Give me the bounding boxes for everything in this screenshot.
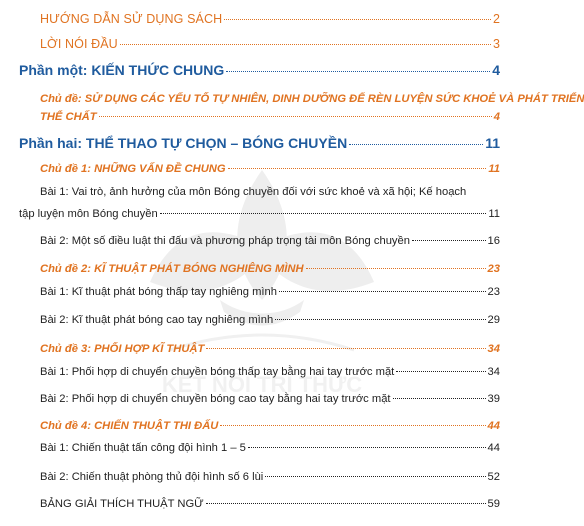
- svg-text:KẾT NỐI TRI THỨC: KẾT NỐI TRI THỨC: [161, 372, 363, 397]
- dot-leader: [393, 398, 486, 399]
- toc-lesson-t4-2[interactable]: [40, 471, 500, 483]
- dot-leader: [224, 19, 491, 20]
- toc-page-number: 59: [487, 498, 500, 510]
- toc-topic-4[interactable]: [40, 420, 500, 432]
- toc-page-number: 34: [487, 366, 500, 378]
- toc-entry-title: Bài 2: Phối hợp di chuyển chuyền bóng cao tay bằng hai tay trước mặt: [40, 393, 391, 405]
- toc-entry-guide[interactable]: [40, 12, 500, 26]
- toc-page-number: 23: [487, 286, 500, 298]
- dot-leader: [206, 348, 485, 349]
- dot-leader: [412, 240, 486, 241]
- toc-topic-3[interactable]: [40, 343, 500, 355]
- toc-page-number: 4: [492, 62, 500, 78]
- toc-lesson-t4-1[interactable]: [40, 442, 500, 454]
- toc-page-number: 52: [487, 471, 500, 483]
- toc-page-number: 44: [487, 442, 500, 454]
- toc-entry-title: Bài 1: Phối hợp di chuyển chuyền bóng thấp tay bằng hai tay trước mặt: [40, 366, 395, 378]
- dot-leader: [206, 503, 486, 504]
- dot-leader: [248, 447, 486, 448]
- toc-page-number: 11: [488, 208, 500, 220]
- dot-leader: [220, 425, 485, 426]
- toc-lesson-t2-2[interactable]: [40, 314, 500, 326]
- toc-lesson-t1-1-line1[interactable]: Bài 1: Vai trò, ảnh hưởng của môn Bóng chuyền đối với sức khoẻ và xã hội; Kế hoạch: [40, 186, 467, 198]
- toc-lesson-t3-2[interactable]: [40, 393, 500, 405]
- toc-page-number: 29: [487, 314, 500, 326]
- toc-page-number: 11: [488, 163, 500, 175]
- dot-leader: [226, 71, 490, 72]
- toc-entry-title: Bài 2: Một số điều luật thi đấu và phương pháp trọng tài môn Bóng chuyền: [40, 235, 410, 247]
- toc-page-number: 2: [492, 12, 500, 26]
- toc-entry-title: Chủ đề 3: PHỐI HỢP KĨ THUẬT: [40, 343, 205, 355]
- toc-page-number: 23: [487, 263, 500, 275]
- toc-entry-glossary[interactable]: [40, 498, 500, 510]
- dot-leader: [228, 168, 487, 169]
- toc-lesson-t1-2[interactable]: [40, 235, 500, 247]
- toc-page-number: 4: [493, 111, 500, 123]
- toc-topic-part-one-line1[interactable]: Chủ đề: SỬ DỤNG CÁC YẾU TỐ TỰ NHIÊN, DINH DƯỠNG ĐỂ RÈN LUYỆN SỨC KHOẺ VÀ PHÁT TRIỂN: [40, 93, 584, 105]
- toc-entry-preface[interactable]: [40, 37, 500, 51]
- toc-entry-title: Chủ đề 4: CHIẾN THUẬT THI ĐẤU: [40, 420, 219, 432]
- dot-leader: [160, 213, 487, 214]
- toc-part-one[interactable]: [19, 62, 500, 78]
- dot-leader: [396, 371, 485, 372]
- toc-part-two[interactable]: [19, 135, 500, 151]
- toc-topic-1[interactable]: [40, 163, 500, 175]
- toc-page-number: 16: [487, 235, 500, 247]
- toc-entry-title: Bài 1: Kĩ thuật phát bóng thấp tay nghiêng mình: [40, 286, 277, 298]
- toc-lesson-t1-1[interactable]: [19, 208, 500, 220]
- toc-entry-title: Chủ đề 2: KĨ THUẬT PHÁT BÓNG NGHIÊNG MÌNH: [40, 263, 304, 275]
- toc-lesson-t3-1[interactable]: [40, 366, 500, 378]
- toc-entry-title: Bài 2: Chiến thuật phòng thủ đội hình số 6 lùi: [40, 471, 264, 483]
- dot-leader: [120, 44, 491, 45]
- toc-page-number: 39: [487, 393, 500, 405]
- dot-leader: [275, 319, 485, 320]
- dot-leader: [265, 476, 485, 477]
- toc-page-number: 3: [492, 37, 500, 51]
- toc-entry-title: Bài 1: Chiến thuật tấn công đội hình 1 – 5: [40, 442, 246, 454]
- toc-topic-part-one[interactable]: [40, 111, 500, 123]
- toc-entry-title: LỜI NÓI ĐẦU: [40, 37, 118, 51]
- toc-page-number: 34: [487, 343, 500, 355]
- toc-part-title: Phần một: KIẾN THỨC CHUNG: [19, 62, 225, 78]
- toc-entry-title: THỂ CHẤT: [40, 111, 97, 123]
- dot-leader: [279, 291, 486, 292]
- toc-part-title: Phần hai: THỂ THAO TỰ CHỌN – BÓNG CHUYỀN: [19, 135, 348, 151]
- toc-topic-2[interactable]: [40, 263, 500, 275]
- toc-page-number: 11: [485, 135, 500, 151]
- dot-leader: [306, 268, 486, 269]
- dot-leader: [99, 116, 492, 117]
- toc-entry-title: Chủ đề 1: NHỮNG VẤN ĐỀ CHUNG: [40, 163, 226, 175]
- toc-entry-title: BẢNG GIẢI THÍCH THUẬT NGỮ: [40, 498, 204, 510]
- toc-page-number: 44: [487, 420, 500, 432]
- toc-entry-title: Bài 2: Kĩ thuật phát bóng cao tay nghiêng mình: [40, 314, 274, 326]
- dot-leader: [349, 144, 483, 145]
- toc-entry-title: HƯỚNG DẪN SỬ DỤNG SÁCH: [40, 12, 223, 26]
- toc-lesson-t2-1[interactable]: [40, 286, 500, 298]
- toc-entry-title: tập luyện môn Bóng chuyền: [19, 208, 158, 220]
